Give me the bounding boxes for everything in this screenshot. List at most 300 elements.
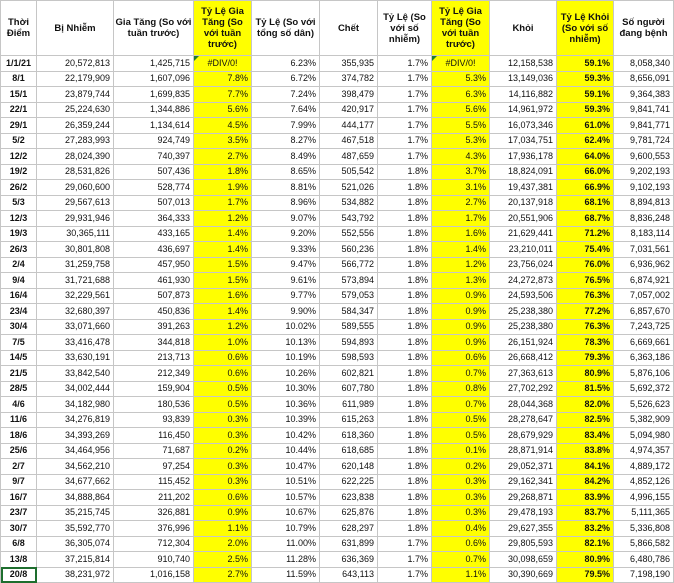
- cell-deaths[interactable]: 615,263: [320, 412, 378, 428]
- cell-date[interactable]: 2/7: [1, 459, 37, 475]
- cell-death-rate[interactable]: 1.8%: [378, 474, 432, 490]
- cell-active-cases[interactable]: 6,480,786: [614, 552, 674, 568]
- cell-death-increase-rate[interactable]: 5.3%: [432, 71, 490, 87]
- cell-active-cases[interactable]: 5,336,808: [614, 521, 674, 537]
- cell-deaths[interactable]: 607,780: [320, 381, 378, 397]
- cell-deaths[interactable]: 467,518: [320, 133, 378, 149]
- cell-recovered-rate[interactable]: 79.5%: [557, 567, 614, 583]
- cell-active-cases[interactable]: 7,243,725: [614, 319, 674, 335]
- cell-recovered-rate[interactable]: 83.9%: [557, 490, 614, 506]
- cell-increase-rate[interactable]: 7.8%: [194, 71, 252, 87]
- cell-date[interactable]: 15/1: [1, 87, 37, 103]
- cell-recovered[interactable]: 28,871,914: [490, 443, 557, 459]
- cell-deaths[interactable]: 534,882: [320, 195, 378, 211]
- cell-increase-rate[interactable]: 1.4%: [194, 304, 252, 320]
- cell-deaths[interactable]: 374,782: [320, 71, 378, 87]
- cell-death-rate[interactable]: 1.8%: [378, 273, 432, 289]
- cell-recovered[interactable]: 12,158,538: [490, 56, 557, 72]
- cell-deaths[interactable]: 355,935: [320, 56, 378, 72]
- cell-active-cases[interactable]: 8,894,813: [614, 195, 674, 211]
- cell-recovered-rate[interactable]: 83.2%: [557, 521, 614, 537]
- cell-active-cases[interactable]: 9,781,724: [614, 133, 674, 149]
- cell-increase[interactable]: 507,873: [114, 288, 194, 304]
- cell-death-increase-rate[interactable]: 0.6%: [432, 536, 490, 552]
- cell-increase-rate[interactable]: 1.6%: [194, 288, 252, 304]
- cell-recovered-rate[interactable]: 83.8%: [557, 443, 614, 459]
- cell-infected-population-rate[interactable]: 10.47%: [252, 459, 320, 475]
- cell-increase[interactable]: 211,202: [114, 490, 194, 506]
- cell-deaths[interactable]: 643,113: [320, 567, 378, 583]
- cell-deaths[interactable]: 589,555: [320, 319, 378, 335]
- cell-date[interactable]: 20/8: [1, 567, 37, 583]
- header-increase[interactable]: Gia Tăng (So với tuần trước): [114, 1, 194, 56]
- cell-increase[interactable]: 364,333: [114, 211, 194, 227]
- cell-recovered[interactable]: 29,478,193: [490, 505, 557, 521]
- cell-recovered[interactable]: 13,149,036: [490, 71, 557, 87]
- cell-deaths[interactable]: 598,593: [320, 350, 378, 366]
- cell-recovered[interactable]: 26,668,412: [490, 350, 557, 366]
- cell-infected[interactable]: 34,393,269: [37, 428, 114, 444]
- cell-death-rate[interactable]: 1.8%: [378, 366, 432, 382]
- cell-increase-rate[interactable]: 2.7%: [194, 149, 252, 165]
- cell-death-rate[interactable]: 1.8%: [378, 335, 432, 351]
- cell-deaths[interactable]: 602,821: [320, 366, 378, 382]
- cell-infected[interactable]: 29,567,613: [37, 195, 114, 211]
- cell-death-increase-rate[interactable]: 3.1%: [432, 180, 490, 196]
- cell-recovered[interactable]: 20,137,918: [490, 195, 557, 211]
- cell-recovered-rate[interactable]: 59.3%: [557, 102, 614, 118]
- cell-increase[interactable]: 213,713: [114, 350, 194, 366]
- cell-recovered[interactable]: 20,551,906: [490, 211, 557, 227]
- cell-recovered[interactable]: 28,679,929: [490, 428, 557, 444]
- cell-infected[interactable]: 33,071,660: [37, 319, 114, 335]
- cell-increase[interactable]: 433,165: [114, 226, 194, 242]
- cell-increase[interactable]: 1,425,715: [114, 56, 194, 72]
- cell-deaths[interactable]: 420,917: [320, 102, 378, 118]
- header-deaths[interactable]: Chết: [320, 1, 378, 56]
- cell-active-cases[interactable]: 5,876,106: [614, 366, 674, 382]
- cell-increase[interactable]: 1,344,886: [114, 102, 194, 118]
- cell-infected[interactable]: 25,224,630: [37, 102, 114, 118]
- cell-infected-population-rate[interactable]: 10.39%: [252, 412, 320, 428]
- cell-date[interactable]: 6/8: [1, 536, 37, 552]
- cell-death-increase-rate[interactable]: 0.5%: [432, 412, 490, 428]
- cell-recovered[interactable]: 27,363,613: [490, 366, 557, 382]
- cell-deaths[interactable]: 622,225: [320, 474, 378, 490]
- cell-increase-rate[interactable]: 0.3%: [194, 474, 252, 490]
- cell-increase[interactable]: 461,930: [114, 273, 194, 289]
- cell-deaths[interactable]: 631,899: [320, 536, 378, 552]
- cell-deaths[interactable]: 620,148: [320, 459, 378, 475]
- cell-increase-rate[interactable]: 0.3%: [194, 459, 252, 475]
- cell-infected[interactable]: 32,229,561: [37, 288, 114, 304]
- cell-recovered[interactable]: 30,390,669: [490, 567, 557, 583]
- header-date[interactable]: Thời Điểm: [1, 1, 37, 56]
- cell-recovered[interactable]: 19,437,381: [490, 180, 557, 196]
- cell-increase-rate[interactable]: 1.2%: [194, 211, 252, 227]
- cell-increase-rate[interactable]: 5.6%: [194, 102, 252, 118]
- cell-recovered-rate[interactable]: 84.1%: [557, 459, 614, 475]
- cell-death-increase-rate[interactable]: 1.2%: [432, 257, 490, 273]
- cell-infected-population-rate[interactable]: 10.02%: [252, 319, 320, 335]
- cell-death-increase-rate[interactable]: 2.7%: [432, 195, 490, 211]
- cell-infected[interactable]: 35,592,770: [37, 521, 114, 537]
- cell-death-rate[interactable]: 1.8%: [378, 195, 432, 211]
- cell-infected[interactable]: 29,931,946: [37, 211, 114, 227]
- cell-infected[interactable]: 36,305,074: [37, 536, 114, 552]
- cell-increase[interactable]: 507,013: [114, 195, 194, 211]
- cell-increase[interactable]: 1,699,835: [114, 87, 194, 103]
- cell-recovered[interactable]: 23,756,024: [490, 257, 557, 273]
- cell-death-rate[interactable]: 1.7%: [378, 71, 432, 87]
- cell-increase[interactable]: 1,134,614: [114, 118, 194, 134]
- cell-increase[interactable]: 910,740: [114, 552, 194, 568]
- cell-date[interactable]: 8/1: [1, 71, 37, 87]
- cell-increase-rate[interactable]: 0.6%: [194, 490, 252, 506]
- cell-deaths[interactable]: 398,479: [320, 87, 378, 103]
- cell-recovered[interactable]: 25,238,380: [490, 304, 557, 320]
- cell-death-rate[interactable]: 1.8%: [378, 412, 432, 428]
- cell-recovered[interactable]: 28,044,368: [490, 397, 557, 413]
- cell-date[interactable]: 18/6: [1, 428, 37, 444]
- cell-increase-rate[interactable]: 1.4%: [194, 226, 252, 242]
- cell-death-increase-rate[interactable]: 0.7%: [432, 552, 490, 568]
- cell-date[interactable]: 26/2: [1, 180, 37, 196]
- cell-death-increase-rate[interactable]: 0.5%: [432, 428, 490, 444]
- cell-recovered-rate[interactable]: 82.5%: [557, 412, 614, 428]
- cell-recovered-rate[interactable]: 80.9%: [557, 366, 614, 382]
- cell-death-increase-rate[interactable]: 0.8%: [432, 381, 490, 397]
- cell-infected-population-rate[interactable]: 7.24%: [252, 87, 320, 103]
- cell-active-cases[interactable]: 9,600,553: [614, 149, 674, 165]
- cell-increase[interactable]: 116,450: [114, 428, 194, 444]
- cell-death-rate[interactable]: 1.8%: [378, 226, 432, 242]
- cell-recovered-rate[interactable]: 68.1%: [557, 195, 614, 211]
- cell-infected-population-rate[interactable]: 9.07%: [252, 211, 320, 227]
- cell-death-rate[interactable]: 1.8%: [378, 164, 432, 180]
- cell-infected-population-rate[interactable]: 8.96%: [252, 195, 320, 211]
- cell-recovered-rate[interactable]: 66.9%: [557, 180, 614, 196]
- cell-increase[interactable]: 344,818: [114, 335, 194, 351]
- cell-infected-population-rate[interactable]: 7.64%: [252, 102, 320, 118]
- cell-infected[interactable]: 31,721,688: [37, 273, 114, 289]
- cell-recovered-rate[interactable]: 76.3%: [557, 288, 614, 304]
- cell-recovered[interactable]: 27,702,292: [490, 381, 557, 397]
- cell-recovered-rate[interactable]: 66.0%: [557, 164, 614, 180]
- cell-death-increase-rate[interactable]: 0.9%: [432, 319, 490, 335]
- cell-recovered[interactable]: 28,278,647: [490, 412, 557, 428]
- cell-infected-population-rate[interactable]: 10.79%: [252, 521, 320, 537]
- cell-death-rate[interactable]: 1.7%: [378, 87, 432, 103]
- cell-infected-population-rate[interactable]: 6.72%: [252, 71, 320, 87]
- cell-active-cases[interactable]: 8,656,091: [614, 71, 674, 87]
- header-death-rate[interactable]: Tỷ Lệ (So với số nhiễm): [378, 1, 432, 56]
- cell-date[interactable]: 16/7: [1, 490, 37, 506]
- cell-active-cases[interactable]: 6,857,670: [614, 304, 674, 320]
- cell-deaths[interactable]: 623,838: [320, 490, 378, 506]
- cell-death-rate[interactable]: 1.8%: [378, 304, 432, 320]
- cell-date[interactable]: 11/6: [1, 412, 37, 428]
- cell-death-rate[interactable]: 1.7%: [378, 133, 432, 149]
- cell-increase[interactable]: 391,263: [114, 319, 194, 335]
- cell-infected-population-rate[interactable]: 6.23%: [252, 56, 320, 72]
- cell-deaths[interactable]: 618,360: [320, 428, 378, 444]
- cell-date[interactable]: 1/1/21: [1, 56, 37, 72]
- cell-death-rate[interactable]: 1.8%: [378, 381, 432, 397]
- header-recovered[interactable]: Khỏi: [490, 1, 557, 56]
- cell-infected[interactable]: 34,182,980: [37, 397, 114, 413]
- cell-active-cases[interactable]: 9,364,383: [614, 87, 674, 103]
- cell-death-rate[interactable]: 1.7%: [378, 102, 432, 118]
- cell-infected[interactable]: 37,215,814: [37, 552, 114, 568]
- cell-active-cases[interactable]: 4,852,126: [614, 474, 674, 490]
- cell-infected-population-rate[interactable]: 11.59%: [252, 567, 320, 583]
- cell-increase[interactable]: 436,697: [114, 242, 194, 258]
- cell-death-increase-rate[interactable]: 1.7%: [432, 211, 490, 227]
- cell-infected[interactable]: 35,215,745: [37, 505, 114, 521]
- cell-death-rate[interactable]: 1.7%: [378, 118, 432, 134]
- cell-death-increase-rate[interactable]: 0.1%: [432, 443, 490, 459]
- cell-increase[interactable]: 457,950: [114, 257, 194, 273]
- cell-death-increase-rate[interactable]: 0.9%: [432, 304, 490, 320]
- cell-infected-population-rate[interactable]: 11.28%: [252, 552, 320, 568]
- cell-date[interactable]: 26/3: [1, 242, 37, 258]
- cell-infected[interactable]: 34,677,662: [37, 474, 114, 490]
- cell-infected[interactable]: 30,365,111: [37, 226, 114, 242]
- cell-active-cases[interactable]: 6,874,921: [614, 273, 674, 289]
- cell-increase-rate[interactable]: 0.9%: [194, 505, 252, 521]
- cell-recovered[interactable]: 29,805,593: [490, 536, 557, 552]
- cell-infected[interactable]: 28,024,390: [37, 149, 114, 165]
- cell-infected[interactable]: 34,888,864: [37, 490, 114, 506]
- cell-death-increase-rate[interactable]: 5.3%: [432, 133, 490, 149]
- cell-increase-rate[interactable]: 1.1%: [194, 521, 252, 537]
- cell-recovered[interactable]: 30,098,659: [490, 552, 557, 568]
- cell-deaths[interactable]: 579,053: [320, 288, 378, 304]
- cell-date[interactable]: 19/3: [1, 226, 37, 242]
- cell-death-rate[interactable]: 1.8%: [378, 350, 432, 366]
- cell-death-rate[interactable]: 1.8%: [378, 443, 432, 459]
- cell-deaths[interactable]: 560,236: [320, 242, 378, 258]
- cell-death-rate[interactable]: 1.8%: [378, 490, 432, 506]
- cell-infected[interactable]: 34,002,444: [37, 381, 114, 397]
- cell-date[interactable]: 13/8: [1, 552, 37, 568]
- cell-recovered[interactable]: 14,116,882: [490, 87, 557, 103]
- cell-date[interactable]: 2/4: [1, 257, 37, 273]
- cell-active-cases[interactable]: 5,111,365: [614, 505, 674, 521]
- cell-infected-population-rate[interactable]: 9.47%: [252, 257, 320, 273]
- cell-infected-population-rate[interactable]: 10.30%: [252, 381, 320, 397]
- cell-deaths[interactable]: 628,297: [320, 521, 378, 537]
- cell-infected[interactable]: 27,283,993: [37, 133, 114, 149]
- cell-deaths[interactable]: 444,177: [320, 118, 378, 134]
- cell-increase[interactable]: 212,349: [114, 366, 194, 382]
- cell-date[interactable]: 14/5: [1, 350, 37, 366]
- cell-infected[interactable]: 33,842,540: [37, 366, 114, 382]
- cell-increase-rate[interactable]: 2.7%: [194, 567, 252, 583]
- cell-increase-rate[interactable]: 0.3%: [194, 428, 252, 444]
- cell-active-cases[interactable]: 5,526,623: [614, 397, 674, 413]
- cell-recovered[interactable]: 14,961,972: [490, 102, 557, 118]
- cell-recovered-rate[interactable]: 77.2%: [557, 304, 614, 320]
- cell-deaths[interactable]: 505,542: [320, 164, 378, 180]
- cell-active-cases[interactable]: 7,057,002: [614, 288, 674, 304]
- cell-date[interactable]: 30/4: [1, 319, 37, 335]
- cell-increase-rate[interactable]: 0.6%: [194, 366, 252, 382]
- cell-date[interactable]: 25/6: [1, 443, 37, 459]
- cell-recovered[interactable]: 18,824,091: [490, 164, 557, 180]
- cell-recovered-rate[interactable]: 59.1%: [557, 87, 614, 103]
- cell-recovered-rate[interactable]: 82.1%: [557, 536, 614, 552]
- cell-increase[interactable]: 528,774: [114, 180, 194, 196]
- cell-death-increase-rate[interactable]: 0.4%: [432, 521, 490, 537]
- cell-death-rate[interactable]: 1.8%: [378, 459, 432, 475]
- cell-infected[interactable]: 28,531,826: [37, 164, 114, 180]
- cell-active-cases[interactable]: 9,841,771: [614, 118, 674, 134]
- cell-date[interactable]: 9/7: [1, 474, 37, 490]
- cell-active-cases[interactable]: 4,974,357: [614, 443, 674, 459]
- cell-date[interactable]: 23/7: [1, 505, 37, 521]
- cell-recovered-rate[interactable]: 76.5%: [557, 273, 614, 289]
- cell-recovered[interactable]: 21,629,441: [490, 226, 557, 242]
- cell-death-rate[interactable]: 1.8%: [378, 288, 432, 304]
- cell-recovered[interactable]: 16,073,346: [490, 118, 557, 134]
- cell-death-rate[interactable]: 1.7%: [378, 552, 432, 568]
- cell-active-cases[interactable]: 6,669,661: [614, 335, 674, 351]
- cell-increase[interactable]: 507,436: [114, 164, 194, 180]
- header-recovered-rate[interactable]: Tỷ Lệ Khỏi (So với số nhiễm): [557, 1, 614, 56]
- cell-deaths[interactable]: 625,876: [320, 505, 378, 521]
- cell-date[interactable]: 29/1: [1, 118, 37, 134]
- cell-increase-rate[interactable]: 1.4%: [194, 242, 252, 258]
- cell-active-cases[interactable]: 8,183,114: [614, 226, 674, 242]
- cell-infected[interactable]: 20,572,813: [37, 56, 114, 72]
- cell-increase-rate[interactable]: 1.2%: [194, 319, 252, 335]
- cell-increase[interactable]: 450,836: [114, 304, 194, 320]
- cell-death-increase-rate[interactable]: 4.3%: [432, 149, 490, 165]
- cell-date[interactable]: 21/5: [1, 366, 37, 382]
- cell-death-increase-rate[interactable]: 0.9%: [432, 335, 490, 351]
- cell-recovered[interactable]: 24,272,873: [490, 273, 557, 289]
- cell-death-rate[interactable]: 1.8%: [378, 428, 432, 444]
- cell-infected[interactable]: 22,179,909: [37, 71, 114, 87]
- cell-death-rate[interactable]: 1.8%: [378, 211, 432, 227]
- cell-increase[interactable]: 924,749: [114, 133, 194, 149]
- cell-death-increase-rate[interactable]: 1.4%: [432, 242, 490, 258]
- cell-death-rate[interactable]: 1.8%: [378, 242, 432, 258]
- header-infected-population-rate[interactable]: Tỷ Lệ (So với tổng số dân): [252, 1, 320, 56]
- cell-infected[interactable]: 33,630,191: [37, 350, 114, 366]
- cell-deaths[interactable]: 611,989: [320, 397, 378, 413]
- cell-recovered-rate[interactable]: 78.3%: [557, 335, 614, 351]
- cell-recovered-rate[interactable]: 82.0%: [557, 397, 614, 413]
- cell-recovered[interactable]: 24,593,506: [490, 288, 557, 304]
- header-active-cases[interactable]: Số người đang bệnh: [614, 1, 674, 56]
- cell-increase-rate[interactable]: #DIV/0!: [194, 56, 252, 72]
- cell-death-rate[interactable]: 1.7%: [378, 567, 432, 583]
- cell-recovered-rate[interactable]: 76.0%: [557, 257, 614, 273]
- cell-infected-population-rate[interactable]: 9.33%: [252, 242, 320, 258]
- cell-increase-rate[interactable]: 0.2%: [194, 443, 252, 459]
- cell-infected[interactable]: 34,562,210: [37, 459, 114, 475]
- cell-death-increase-rate[interactable]: 0.3%: [432, 474, 490, 490]
- cell-increase-rate[interactable]: 1.8%: [194, 164, 252, 180]
- cell-increase-rate[interactable]: 0.5%: [194, 381, 252, 397]
- cell-recovered[interactable]: 17,936,178: [490, 149, 557, 165]
- cell-recovered[interactable]: 29,052,371: [490, 459, 557, 475]
- cell-infected-population-rate[interactable]: 9.77%: [252, 288, 320, 304]
- cell-deaths[interactable]: 573,894: [320, 273, 378, 289]
- cell-deaths[interactable]: 552,556: [320, 226, 378, 242]
- cell-infected[interactable]: 33,416,478: [37, 335, 114, 351]
- cell-infected-population-rate[interactable]: 8.49%: [252, 149, 320, 165]
- cell-infected-population-rate[interactable]: 9.90%: [252, 304, 320, 320]
- cell-increase-rate[interactable]: 2.5%: [194, 552, 252, 568]
- cell-recovered-rate[interactable]: 76.3%: [557, 319, 614, 335]
- cell-active-cases[interactable]: 9,102,193: [614, 180, 674, 196]
- cell-increase[interactable]: 740,397: [114, 149, 194, 165]
- cell-date[interactable]: 16/4: [1, 288, 37, 304]
- cell-death-rate[interactable]: 1.8%: [378, 521, 432, 537]
- cell-active-cases[interactable]: 7,031,561: [614, 242, 674, 258]
- cell-recovered[interactable]: 23,210,011: [490, 242, 557, 258]
- cell-increase[interactable]: 180,536: [114, 397, 194, 413]
- cell-death-rate[interactable]: 1.8%: [378, 397, 432, 413]
- cell-recovered-rate[interactable]: 75.4%: [557, 242, 614, 258]
- cell-recovered[interactable]: 29,162,341: [490, 474, 557, 490]
- cell-infected-population-rate[interactable]: 10.42%: [252, 428, 320, 444]
- cell-infected[interactable]: 34,464,956: [37, 443, 114, 459]
- cell-infected-population-rate[interactable]: 8.27%: [252, 133, 320, 149]
- cell-death-increase-rate[interactable]: 3.7%: [432, 164, 490, 180]
- cell-increase[interactable]: 376,996: [114, 521, 194, 537]
- cell-date[interactable]: 30/7: [1, 521, 37, 537]
- cell-infected[interactable]: 31,259,758: [37, 257, 114, 273]
- cell-date[interactable]: 19/2: [1, 164, 37, 180]
- cell-infected-population-rate[interactable]: 9.20%: [252, 226, 320, 242]
- cell-increase[interactable]: 93,839: [114, 412, 194, 428]
- cell-infected-population-rate[interactable]: 10.19%: [252, 350, 320, 366]
- cell-increase-rate[interactable]: 0.6%: [194, 350, 252, 366]
- cell-date[interactable]: 5/2: [1, 133, 37, 149]
- cell-active-cases[interactable]: 5,866,582: [614, 536, 674, 552]
- cell-death-rate[interactable]: 1.8%: [378, 180, 432, 196]
- cell-active-cases[interactable]: 5,692,372: [614, 381, 674, 397]
- cell-deaths[interactable]: 618,685: [320, 443, 378, 459]
- cell-death-increase-rate[interactable]: 0.3%: [432, 490, 490, 506]
- cell-death-increase-rate[interactable]: 0.6%: [432, 350, 490, 366]
- cell-recovered-rate[interactable]: 83.4%: [557, 428, 614, 444]
- cell-infected[interactable]: 32,680,397: [37, 304, 114, 320]
- cell-recovered[interactable]: 25,238,380: [490, 319, 557, 335]
- cell-infected[interactable]: 30,801,808: [37, 242, 114, 258]
- cell-recovered-rate[interactable]: 62.4%: [557, 133, 614, 149]
- cell-recovered-rate[interactable]: 68.7%: [557, 211, 614, 227]
- cell-date[interactable]: 28/5: [1, 381, 37, 397]
- cell-infected-population-rate[interactable]: 10.44%: [252, 443, 320, 459]
- cell-recovered[interactable]: 26,151,924: [490, 335, 557, 351]
- cell-infected[interactable]: 38,231,972: [37, 567, 114, 583]
- cell-active-cases[interactable]: 9,841,741: [614, 102, 674, 118]
- cell-death-increase-rate[interactable]: 0.7%: [432, 397, 490, 413]
- cell-increase-rate[interactable]: 3.5%: [194, 133, 252, 149]
- cell-recovered-rate[interactable]: 71.2%: [557, 226, 614, 242]
- cell-active-cases[interactable]: 8,836,248: [614, 211, 674, 227]
- cell-active-cases[interactable]: 9,202,193: [614, 164, 674, 180]
- cell-increase[interactable]: 326,881: [114, 505, 194, 521]
- cell-deaths[interactable]: 487,659: [320, 149, 378, 165]
- cell-infected[interactable]: 23,879,744: [37, 87, 114, 103]
